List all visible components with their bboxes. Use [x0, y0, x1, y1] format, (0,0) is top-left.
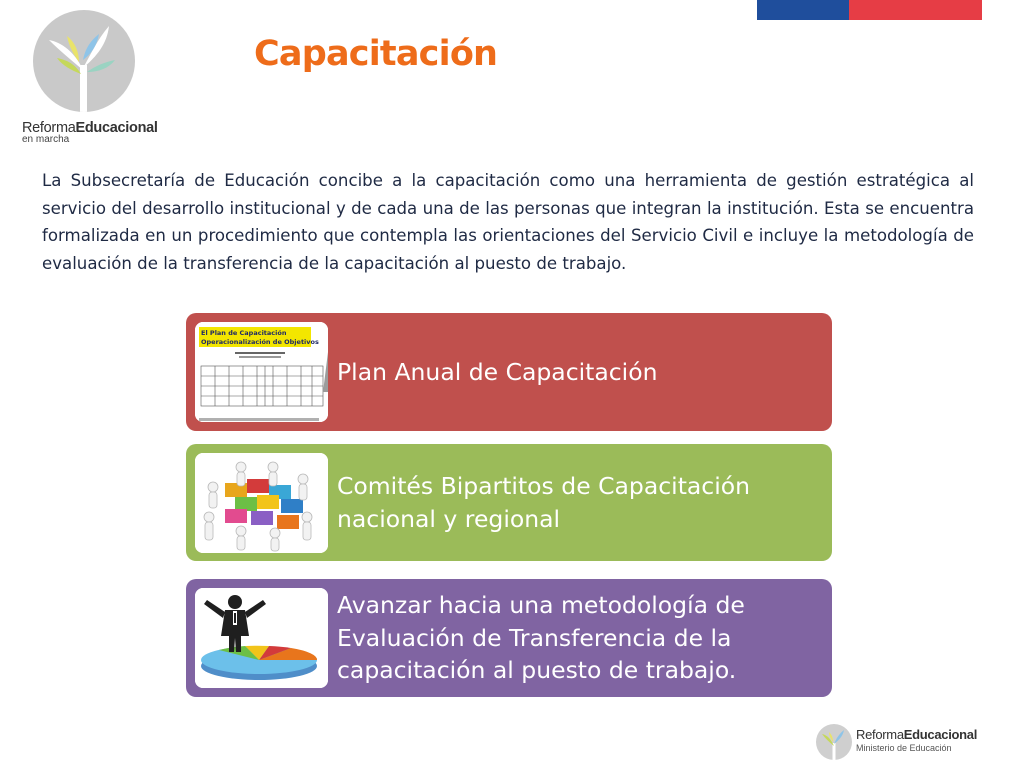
comites-bipartitos-card	[186, 444, 832, 561]
comites-bipartitos-label: Comités Bipartitos de Capacitación nacional y regional	[337, 472, 751, 533]
flag-blue-stripe	[757, 0, 849, 20]
ministerio-subtitle: Ministerio de Educación	[856, 743, 952, 753]
footer-brand-word-2: Educacional	[903, 727, 978, 742]
brand-word-1: Reforma	[22, 120, 76, 136]
sprout-logo-icon	[33, 10, 135, 112]
brand-tagline: en marcha	[22, 134, 70, 145]
reforma-educacional-logo	[22, 8, 172, 153]
intro-paragraph: La Subsecretaría de Educación concibe a la capacitación como una herramienta de gestión estratégica al servicio del desarrollo institucional y de cada una de las personas que integran la institución. Esta se encuentra formalizada en un procedimiento que contempla las orientaciones del Servicio Civil e incluye la metodología de evaluación de la transferencia de la capacitación al puesto de trabajo.	[42, 171, 974, 273]
doc-header-line-2: Operacionalización de Objetivos	[201, 338, 319, 346]
brand-word-2: Educacional	[75, 120, 158, 136]
ministerio-logo	[816, 722, 996, 762]
plan-anual-label: Plan Anual de Capacitación	[337, 357, 658, 386]
plan-anual-card	[186, 313, 832, 431]
puzzle-people-image	[195, 453, 328, 553]
footer-brand-word-1: Reforma	[856, 727, 904, 742]
page-title: Capacitación	[254, 34, 498, 74]
evaluacion-transferencia-label: Avanzar hacia una metodología de Evaluación de Transferencia de la capacitación al puesto de trabajo.	[337, 591, 745, 685]
sprout-small-logo-icon	[816, 724, 852, 760]
businessman-pie-chart-image	[195, 588, 328, 688]
chile-flag-bar	[757, 0, 982, 20]
flag-red-stripe	[849, 0, 982, 20]
doc-header-line-1: El Plan de Capacitación	[201, 329, 287, 337]
plan-document-image	[195, 322, 328, 422]
evaluacion-transferencia-card	[186, 579, 832, 697]
